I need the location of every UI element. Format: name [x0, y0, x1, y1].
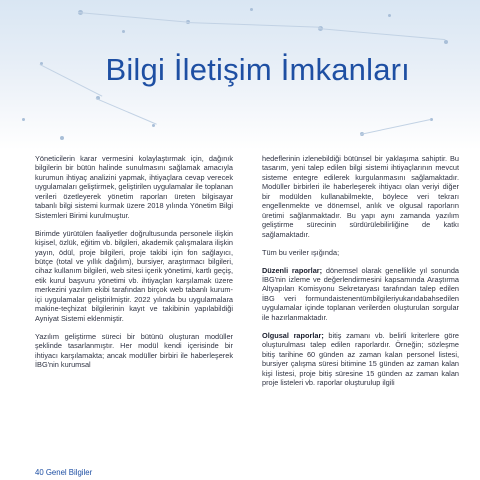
- decor-line: [78, 12, 188, 23]
- page-footer: 40 Genel Bilgiler: [35, 468, 93, 477]
- decor-line: [318, 28, 446, 40]
- decor-dot: [250, 8, 253, 11]
- decor-dot: [122, 30, 125, 33]
- decor-line: [360, 119, 431, 135]
- paragraph-lead: Düzenli raporlar;: [262, 265, 323, 275]
- decor-line: [186, 22, 321, 28]
- paragraph: [262, 331, 459, 388]
- decor-dot: [444, 40, 448, 44]
- right-column: [262, 154, 459, 396]
- paragraph: hedeflerinin izlenebildiği bütünsel bir yaklaşıma sahiptir. Bu tasarım, yeni talep edilen bilgi sistemi ihtiyaçlarının mevcut sisteme entegre edilerek kurgulanmasını sağlamaktadır. Modüller birbirleri ile haberleşerek ihtiyacı olan veriyi diğer bir modülden kullanabilmekte, böylece veri tekrarı engellenmekte ve dönemsel, anlık ve olgusal raporların üretimi sağlanmaktadır. Bu yapı aynı zamanda yazılım geliştirme sürecinin sürdürülebilirliğine de katkı sağlamaktadır.: [262, 154, 459, 239]
- header-banner: [0, 0, 480, 150]
- decor-line: [40, 64, 103, 97]
- left-column: [35, 154, 233, 378]
- paragraph: [262, 266, 459, 323]
- paragraph: Birimde yürütülen faaliyetler doğrultusunda personele ilişkin kişisel, özlük, eğitim vb. bilgileri, akademik çalışmalara ilişkin yayın, ödül, proje bilgileri, proje takibi için fon sağlayıcı, bütçe (total ve yıllık dağılım), bursiyer, araştırmacı bilgileri, cihaz kullanım bilgileri, web sitesi içerik yönetimi, kartlı geçiş, etik kurul başvuru yönetimi vb. ihtiyaçları karşılamak üzere merkezini yazılım ekibi tarafından birçok web tabanlı kurum-içi uygulamalar geliştirilmiştir. 2022 yılında bu uygulamalara makine-teçhizat bilgilerinin kayıt ve takibinin yapılabildiği Ayniyat Sistemi eklenmiştir.: [35, 228, 233, 323]
- decor-dot: [388, 14, 391, 17]
- paragraph: Yöneticilerin karar vermesini kolaylaştırmak için, dağınık bilgilerin bir bütün halinde sunulmasını sağlamak amacıyla kurumun ihtiyaç analizini yapmak, ihtiyaçlara cevap verecek uygulamaları geliştirmek, geliştirilen uygulamalar ile toplanan verileri özetleyerek yönetim raporları üreten bilgisayar tabanlı bilgi sistemi kurmak üzere 2018 yılında Yönetim Bilgi Sistemleri Birimi kurulmuştur.: [35, 154, 233, 220]
- decor-dot: [60, 136, 64, 140]
- paragraph-lead: Olgusal raporlar;: [262, 330, 324, 340]
- paragraph-text: dönemsel olarak genellikle yıl sonunda İBG'nin izleme ve değerlendirmesini kapsamında Araştırma Altyapıları Komisyonu Sekretaryası tarafından talep edilen İBG veri formundaistenentümbilgileriyukarıdabahsedilen uygulamalar içinde toplanan verilerden oluşturulan sorgular ile hazırlanmaktadır.: [262, 265, 460, 322]
- decor-line: [96, 98, 157, 125]
- paragraph-text: bitiş zamanı vb. belirli kriterlere göre oluşturulması talep edilen raporlardır. Örneğin; sözleşme bitiş tarihine 60 günden az zaman kalan personel listesi, bursiyer çalışma süresi bitimine 15 günden az zaman kalan kişi listesi, proje bitiş süresine 15 günden az zaman kalan proje listeleri vb. raporlar oluşturulup ilgili: [262, 330, 459, 388]
- decor-dot: [22, 118, 25, 121]
- paragraph: Tüm bu veriler ışığında;: [262, 247, 340, 257]
- decor-dot: [152, 124, 155, 127]
- paragraph: Yazılım geliştirme süreci bir bütünü oluşturan modüller şeklinde tasarlanmıştır. Her modül kendi içerisinde bir ihtiyacı karşılamakta; ancak modüller birbiri ile haberleşerek İBG'nin kurumsal: [35, 331, 233, 370]
- page-title: Bilgi İletişim İmkanları: [105, 52, 410, 87]
